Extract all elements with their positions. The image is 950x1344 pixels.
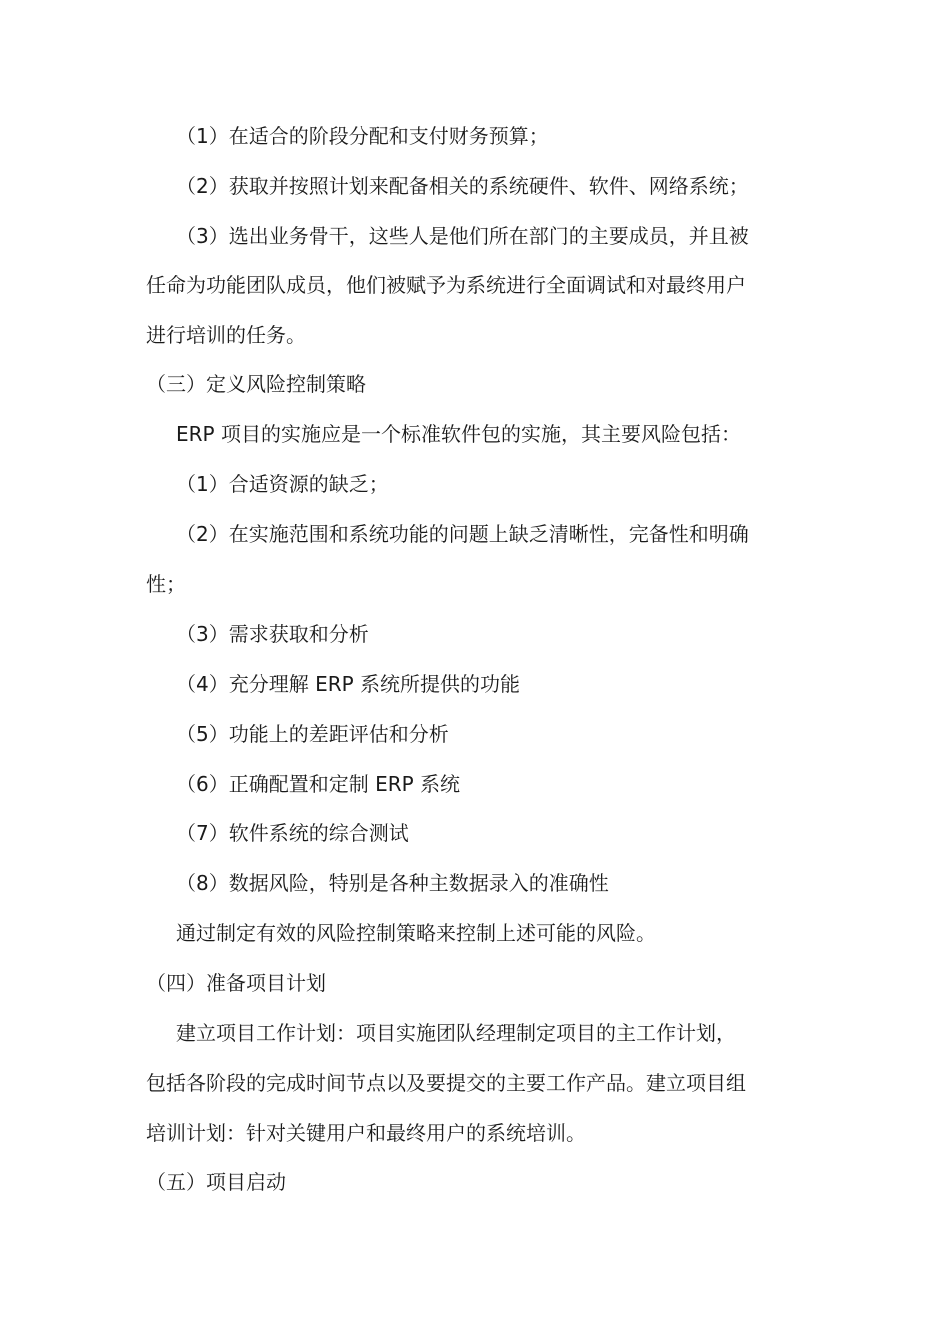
risk-item-2-line1: （2）在实施范围和系统功能的问题上缺乏清晰性，完备性和明确 — [176, 522, 749, 546]
plan-paragraph-line2: 包括各阶段的完成时间节点以及要提交的主要工作产品。建立项目组 — [146, 1071, 746, 1095]
section-heading-4: （四）准备项目计划 — [146, 971, 326, 995]
plan-paragraph-line3: 培训计划：针对关键用户和最终用户的系统培训。 — [146, 1121, 586, 1145]
risk-item-7: （7）软件系统的综合测试 — [176, 821, 409, 845]
item-3-staff-line1: （3）选出业务骨干，这些人是他们所在部门的主要成员，并且被 — [176, 224, 749, 248]
risk-item-5: （5）功能上的差距评估和分析 — [176, 722, 449, 746]
risk-item-3: （3）需求获取和分析 — [176, 622, 369, 646]
risk-item-2-line2: 性； — [146, 572, 186, 596]
risk-item-4: （4）充分理解 ERP 系统所提供的功能 — [176, 672, 521, 696]
risk-item-6: （6）正确配置和定制 ERP 系统 — [176, 772, 461, 796]
risk-item-1: （1）合适资源的缺乏； — [176, 472, 389, 496]
section-heading-5: （五）项目启动 — [146, 1170, 286, 1194]
risk-conclusion: 通过制定有效的风险控制策略来控制上述可能的风险。 — [176, 921, 656, 945]
risk-intro-paragraph: ERP 项目的实施应是一个标准软件包的实施，其主要风险包括： — [176, 422, 741, 446]
plan-paragraph-line1: 建立项目工作计划：项目实施团队经理制定项目的主工作计划， — [176, 1021, 736, 1045]
item-1-budget: （1）在适合的阶段分配和支付财务预算； — [176, 124, 549, 148]
item-2-hardware: （2）获取并按照计划来配备相关的系统硬件、软件、网络系统； — [176, 174, 749, 198]
section-heading-3: （三）定义风险控制策略 — [146, 372, 366, 396]
item-3-staff-line2: 任命为功能团队成员，他们被赋予为系统进行全面调试和对最终用户 — [146, 273, 746, 297]
item-3-staff-line3: 进行培训的任务。 — [146, 323, 306, 347]
risk-item-8: （8）数据风险，特别是各种主数据录入的准确性 — [176, 871, 609, 895]
